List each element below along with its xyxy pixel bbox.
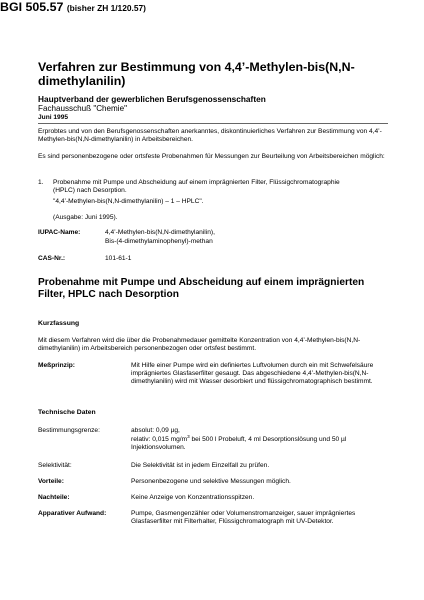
- messprinzip-text: Mit Hilfe einer Pumpe wird ein definiertes Luftvolumen durch ein mit Schwefelsäure imprägniertes Glasfaserfilter gesaugt. Das abgeschiedene 4,4’-Methylen-bis(N,N-dimethylanilin) wird mit Wasser desorbiert und flüssigchromatographisch bestimmt.: [131, 362, 374, 386]
- cas-label: CAS-Nr.:: [38, 255, 66, 262]
- vorteile-label: Vorteile:: [38, 478, 64, 485]
- apparativer-aufwand-value: Pumpe, Gasmengenzähler oder Volumenstromanzeiger, sauer imprägniertes Glasfaserfilter mit Filterhalter, Flüssigchromatograph mit UV-Detektor.: [131, 510, 356, 526]
- intro-paragraph: Erprobtes und von den Berufsgenossenschaften anerkanntes, diskontinuierliches Verfahren zur Bestimmung von 4,4’-Methylen-bis(N,N-dimethylanilin) in Arbeitsbereichen.: [38, 128, 382, 144]
- technische-daten-heading: Technische Daten: [38, 409, 96, 416]
- nachteile-value: Keine Anzeige von Konzentrationsspitzen.: [131, 494, 255, 501]
- bestimmungsgrenze-label: Bestimmungsgrenze:: [38, 427, 100, 434]
- vorteile-value: Personenbezogene und selektive Messungen möglich.: [131, 478, 291, 485]
- selektivitaet-value: Die Selektivität ist in jedem Einzelfall zu prüfen.: [131, 462, 270, 469]
- method-list-text: Probenahme mit Pumpe und Abscheidung auf einem imprägnierten Filter, Flüssigchromatographie (HPLC) nach Desorption.: [53, 179, 340, 195]
- committee-name: Fachausschuß "Chemie": [38, 104, 127, 113]
- bestimmungsgrenze-relative-a: relativ: 0,015 mg/m: [131, 435, 188, 443]
- section-title: Probenahme mit Pumpe und Abscheidung auf einem imprägnierten Filter, HPLC nach Desorption: [38, 277, 365, 300]
- bestimmungsgrenze-relative-b: bei 500 l Probeluft, 4 ml Desorptionslösung und 50 µl Injektionsvolumen.: [131, 435, 347, 451]
- messprinzip-label: Meßprinzip:: [38, 362, 75, 369]
- apparativer-aufwand-label: Apparativer Aufwand:: [38, 510, 107, 517]
- bestimmungsgrenze-absolute: absolut: 0,09 µg,: [131, 427, 180, 434]
- method-reference: "4,4’-Methylen-bis(N,N-dimethylanilin) – 1 – HPLC".: [53, 198, 204, 205]
- cas-number: 101-61-1: [105, 255, 132, 262]
- publication-date: Juni 1995: [38, 114, 69, 121]
- kurzfassung-heading: Kurzfassung: [38, 320, 80, 327]
- publisher-organization: Hauptverband der gewerblichen Berufsgenossenschaften: [38, 94, 266, 104]
- document-code-previous: (bisher ZH 1/120.57): [66, 3, 146, 13]
- document-title: Verfahren zur Bestimmung von 4,4’-Methylen-bis(N,N-dimethylanilin): [38, 60, 355, 88]
- sampling-paragraph: Es sind personenbezogene oder ortsfeste Probenahmen für Messungen zur Beurteilung von Arbeitsbereichen möglich:: [38, 153, 385, 160]
- document-code: [0, 0, 424, 15]
- iupac-name-line2: Bis-(4-dimethylaminophenyl)-methan: [105, 238, 213, 245]
- kurzfassung-text: Mit diesem Verfahren wird die über die Probenahmedauer gemittelte Konzentration von 4,4’-Methylen-bis(N,N-dimethylanilin) im Arbeitsbereich personenbezogen oder ortsfest bestimmt.: [38, 337, 361, 353]
- bestimmungsgrenze-relative: [131, 433, 388, 452]
- nachteile-label: Nachteile:: [38, 494, 70, 501]
- iupac-name-line1: 4,4’-Methylen-bis(N,N-dimethylanilin),: [105, 229, 215, 236]
- method-list-number: 1.: [38, 179, 44, 186]
- header-divider: [38, 123, 388, 124]
- cubic-superscript: 3: [187, 433, 190, 439]
- document-code-main: BGI 505.57: [0, 0, 64, 14]
- iupac-label: IUPAC-Name:: [38, 229, 81, 236]
- method-edition: (Ausgabe: Juni 1995).: [53, 214, 118, 221]
- selektivitaet-label: Selektivität:: [38, 462, 72, 469]
